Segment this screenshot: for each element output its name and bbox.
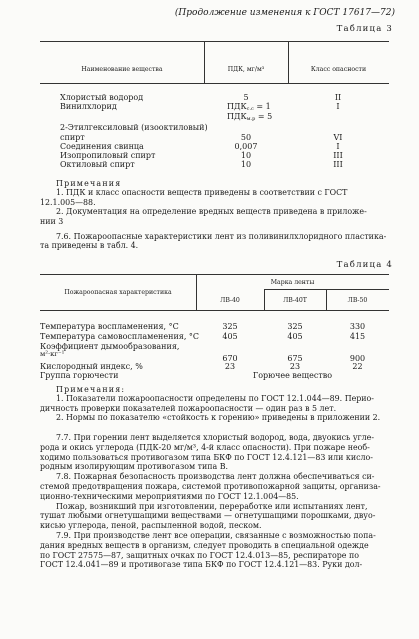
table3-caption: Таблица 3 [336,24,393,34]
notes1-line: 1. ПДК и класс опасности веществ приведены в соответствии с ГОСТ [56,188,348,198]
body-line: тушат любыми огнетушащими веществами — огнетушащими порошками, двуо- [40,511,376,521]
table3-row-name: Изопропиловый спирт [60,151,156,160]
body-line: стемой предотвращения пожара, системой противопожарной защиты, организа- [40,481,381,491]
table4-row-name: Кислородный индекс, % [40,362,143,371]
notes1-title: Примечания [56,179,122,188]
table4-caption: Таблица 4 [336,260,393,270]
table4-top-rule [40,274,389,275]
table3-col-pdk: ПДК, мг/м³ [227,66,265,73]
notes2-line: дичность проверки показателей пожароопасности — один раз в 5 лет. [40,403,337,413]
table4-row-name: Коэффициент дымообразования, [40,342,180,351]
table4-cell: 22 [352,362,363,371]
table3-row-class: II [334,93,342,102]
table3-row-name: Соединения свинца [60,142,144,151]
body-line: 7.8. Пожарная безопасность производства лент должна обеспечиваться си- [56,472,375,482]
table4-brand: ЛВ-40 [220,297,240,304]
table3-col-class: Класс опасности [310,66,367,73]
table3-divider-1 [204,41,205,83]
table4-row-name: Температура самовоспламенения, °С [40,332,200,341]
table3-divider-2 [288,41,289,83]
table4-cell: Горючее вещество [252,371,333,380]
table3-row-pdk: 0,007 [234,142,258,151]
body-line: ционно-техническими мероприятиями по ГОСТ 12.1.004—85. [40,491,299,501]
table4-cell: 325 [287,322,303,331]
para-line: та приведены в табл. 4. [40,241,139,251]
notes2-title: Примечания: [56,385,126,394]
body-line: Пожар, возникший при изготовлении, переработке или испытаниях лент, [56,501,368,511]
table3-top-rule [40,41,389,42]
table4-cell: 23 [289,362,301,371]
table3-row-pdk: 10 [240,160,252,169]
notes2-line: 2. Нормы по показателю «стойкость к горению» приведены в приложении 2. [56,413,381,423]
table3-row-class: VI [333,133,343,142]
table4-row-name: Температура воспламенения, °С [40,322,179,331]
page-header: (Продолжение изменения к ГОСТ 17617—72) [174,8,395,18]
para-7-6 [40,232,387,251]
body-text [40,433,387,570]
table4-cell: 415 [349,332,366,341]
table4-row-name: м²·кг⁻¹ [40,350,65,358]
table4-cell: 330 [349,322,366,331]
body-line: кисью углерода, пеной, распыленной водой, песком. [40,521,262,531]
table3-row-pdk: 10 [240,151,252,160]
table3-row-class: I [336,142,340,151]
table3-row-class: I [336,102,340,111]
notes1-line: нии 3 [40,216,64,226]
notes2-line: 1. Показатели пожароопасности определены по ГОСТ 12.1.044—89. Перио- [56,394,374,404]
notes2 [40,385,387,423]
table3-row-name: 2-Этилгексиловый (изооктиловый) [60,123,208,132]
table4-cell: 405 [222,332,238,341]
table3-row-name: Винилхлорид [60,102,117,111]
table3-row-name: спирт [60,133,85,142]
body-line: родным изолирующим противогазом типа В. [40,462,229,472]
table3-row-pdk: $ПДК_{с.с} = 1$ [227,102,271,112]
table3-row-class: III [333,160,343,169]
body-line: ходимо пользоваться противогазом типа БКФ по ГОСТ 12.4.121—83 или кисло- [40,452,373,462]
table4-brand: ЛВ-40Т [283,297,307,304]
notes1 [40,179,387,226]
table4-header-rule [40,310,389,311]
para-line: 7.6. Пожароопасные характеристики лент из поливинилхлоридного пластика- [56,232,387,241]
notes1-line: 12.1.005—88. [40,197,96,207]
body-line: по ГОСТ 27575—87, защитных очках по ГОСТ 12.4.013—85, респираторе по [40,550,359,560]
table4-cell: 675 [287,354,303,363]
body-line: ГОСТ 12.4.041—89 и противогазе типа БКФ по ГОСТ 12.4.121—83. Руки дол- [40,560,363,570]
table4-row-header: Пожароопасная характеристика [64,289,172,296]
table4-brand: ЛВ-50 [347,297,368,304]
table4-cell: 670 [222,354,238,363]
table4-cell: 23 [224,362,236,371]
body-line: дания вредных веществ в организм, следует проводить в специальной одежде [40,540,369,550]
table4-cell: 405 [287,332,303,341]
table3-row-pdk: $ПДК_{м.р} = 5$ [227,112,273,122]
table4-group-header: Марка ленты [270,279,315,286]
notes1-line: 2. Документация на определение вредных веществ приведена в приложе- [56,207,367,217]
table4-cell: 900 [349,354,366,363]
body-line: рода и окись углерода (ПДК-20 мг/м³, 4-й класс опасности). При пожаре необ- [40,442,370,452]
table4-cell: 325 [222,322,238,331]
table4-row-name: Группа горючести [40,371,119,380]
table3-row-name: Хлористый водород [60,93,144,102]
body-line: 7.7. При горении лент выделяется хлористый водород, вода, двуокись угле- [56,433,374,442]
table3-col-name: Наименование вещества [81,66,163,73]
table3-row-pdk: 5 [243,93,249,102]
table3-row-name: Октиловый спирт [60,160,135,169]
table3-row-pdk: 50 [240,133,252,142]
table3-row-class: III [333,151,343,160]
table3-header-rule [40,83,389,84]
body-line: 7.9. При производстве лент все операции, связанные с возможностью попа- [56,530,376,540]
